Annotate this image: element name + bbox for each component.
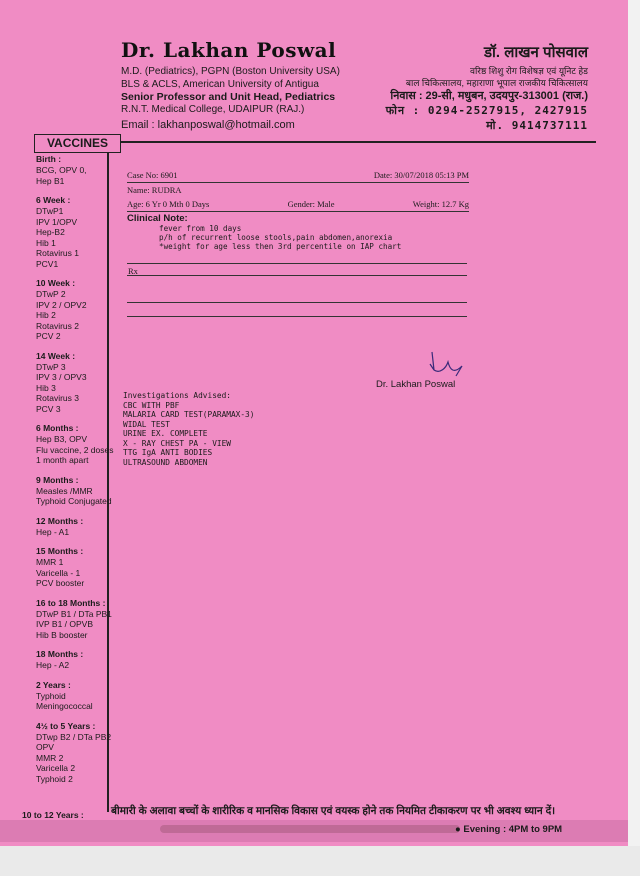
vaccine-group: [36, 351, 106, 415]
rx-divider: [127, 263, 467, 264]
vaccine-group: [36, 597, 112, 641]
vaccine-item: Flu vaccine, 2 doses: [36, 444, 114, 455]
case-row: [127, 183, 469, 197]
footer-hindi-note: बीमारी के अलावा बच्चों के शारीरिक व मानसिक विकास एवं वयस्क होने तक नियमित टीकाकरण पर भी अवश्य ध्यान दें।: [111, 805, 556, 817]
case-row: [127, 168, 469, 183]
vaccine-heading-last: 10 to 12 Years :: [22, 810, 84, 820]
vaccine-item: IPV 1/OPV: [36, 216, 78, 227]
vaccine-item: MMR 2: [36, 752, 64, 763]
rx-divider: [127, 316, 467, 317]
hindi-address: निवास : 29-सी, मधुबन, उदयपुर-313001 (राज.): [390, 90, 588, 102]
illegible-timing-text: [160, 825, 460, 833]
investigations: [123, 391, 254, 467]
evening-timing: ● Evening : 4PM to 9PM: [455, 824, 563, 835]
vaccines-title: VACCINES: [34, 134, 121, 153]
vaccine-group: [36, 516, 106, 538]
doctor-header: [121, 38, 361, 132]
vaccine-item: DTwp B2 / DTa PB2: [36, 731, 112, 742]
hindi-designation: वरिष्ठ शिशु रोग विशेषज्ञ एवं यूनिट हेड: [469, 66, 588, 76]
vaccine-item: IVP B1 / OPVB: [36, 619, 94, 629]
vaccine-group: [36, 474, 112, 507]
vaccine-item: Meningococcal: [36, 701, 93, 711]
vaccine-group: [36, 649, 106, 671]
hindi-doctor-name: डॉ. लाखन पोसवाल: [483, 44, 588, 61]
college-line: R.N.T. Medical College, UDAIPUR (RAJ.): [121, 103, 305, 115]
vaccine-group-heading: 10 Week :: [36, 278, 76, 288]
vaccine-item: DTwP1: [36, 206, 64, 216]
vaccine-item: PCV booster: [36, 578, 85, 588]
vaccine-item: IPV 3 / OPV3: [36, 372, 87, 382]
vaccine-group-heading: Birth :: [36, 154, 62, 164]
hindi-phone: फोन : 0294-2527915, 2427915: [385, 104, 588, 117]
investigation-item: X - RAY CHEST PA - VIEW: [123, 438, 231, 448]
investigation-item: ULTRASOUND ABDOMEN: [123, 457, 208, 467]
vaccine-group-heading: 12 Months :: [36, 515, 84, 526]
vaccine-item: PCV 3: [36, 403, 61, 414]
vaccine-item: Typhoid Conjugated: [36, 496, 112, 506]
vaccine-item: Varicella 2: [36, 763, 76, 773]
vaccine-item: Typhoid: [36, 690, 66, 701]
investigations-title: Investigations Advised:: [123, 391, 231, 400]
vaccine-item: Hep-B2: [36, 227, 65, 237]
vaccine-item: Hib 1: [36, 237, 56, 248]
vaccine-item: Typhoid 2: [36, 773, 73, 784]
rx-divider: [127, 302, 467, 303]
clinical-note: p/h of recurrent loose stools,pain abdomen,anorexia: [159, 233, 393, 242]
vaccine-item: Hib 2: [36, 310, 56, 320]
vaccine-group: [36, 278, 106, 342]
vaccine-group: [36, 154, 106, 186]
investigation-item: TTG IgA ANTI BODIES: [123, 448, 213, 457]
vaccine-item: Rotavirus 1: [36, 248, 79, 258]
vaccine-item: Hep B3, OPV: [36, 434, 88, 444]
vaccine-group-heading: 6 Week :: [36, 195, 71, 205]
designation-line: Senior Professor and Unit Head, Pediatrics: [121, 91, 336, 103]
case-row: [127, 197, 469, 212]
case-date: Date: 30/07/2018 05:13 PM: [373, 170, 469, 180]
investigation-item: URINE EX. COMPLETE: [123, 429, 208, 438]
investigation-item: CBC WITH PBF: [123, 400, 180, 410]
sidebar-divider: [107, 152, 109, 812]
vaccine-item: PCV1: [36, 258, 59, 269]
signature-name: Dr. Lakhan Poswal: [376, 379, 456, 390]
vaccine-item: Hep - A2: [36, 660, 70, 670]
vaccine-group: [36, 680, 106, 712]
vaccine-item: Rotavirus 3: [36, 393, 79, 403]
timing-bar: [0, 820, 628, 842]
clinical-note: fever from 10 days: [159, 224, 242, 233]
signature-image: [426, 350, 466, 380]
vaccine-group: [36, 546, 106, 589]
patient-name: Name: RUDRA: [127, 185, 182, 195]
qualification-line: M.D. (Pediatrics), PGPN (Boston University USA): [121, 66, 340, 77]
rx-divider: [127, 275, 467, 276]
vaccine-schedule: [36, 154, 114, 793]
vaccine-item: Rotavirus 2: [36, 320, 79, 331]
vaccine-item: Measles /MMR: [36, 485, 93, 496]
patient-age: Age: 6 Yr 0 Mth 0 Days: [127, 199, 210, 209]
vaccine-group-heading: 16 to 18 Months :: [36, 597, 106, 608]
vaccine-item: Hep - A1: [36, 526, 70, 537]
vaccine-item: DTwP B1 / DTa PB1: [36, 608, 112, 619]
vaccine-group: [36, 423, 114, 466]
vaccine-group: [36, 195, 106, 269]
patient-weight: Weight: 12.7 Kg: [412, 199, 469, 209]
case-number: Case No: 6901: [127, 170, 178, 180]
qualification-line: BLS & ACLS, American University of Antigua: [121, 78, 319, 90]
email-line: Email : lakhanposwal@hotmail.com: [121, 119, 295, 131]
vaccine-group-heading: 15 Months :: [36, 546, 84, 556]
case-details: [127, 168, 469, 251]
vaccine-item: Hib B booster: [36, 629, 88, 640]
vaccine-group-heading: 18 Months :: [36, 649, 84, 659]
hindi-header: [338, 42, 588, 133]
clinical-note-title: Clinical Note:: [127, 213, 188, 224]
vaccine-item: BCG, OPV 0,: [36, 165, 87, 175]
vaccine-item: 1 month apart: [36, 455, 89, 465]
vaccine-item: PCV 2: [36, 331, 61, 341]
rx-label: Rx: [128, 266, 138, 276]
vaccine-item: Hep B1: [36, 175, 65, 186]
page-edge: [628, 0, 640, 846]
hindi-mobile: मो. 9414737111: [486, 119, 588, 132]
patient-gender: Gender: Male: [287, 199, 335, 209]
vaccine-group-heading: 6 Months :: [36, 423, 79, 433]
investigation-item: MALARIA CARD TEST(PARAMAX-3): [123, 410, 255, 419]
scan-margin: [0, 846, 640, 876]
vaccine-item: DTwP 3: [36, 361, 66, 372]
vaccine-group-heading: 14 Week :: [36, 350, 76, 361]
vaccine-group-heading: 9 Months :: [36, 474, 79, 485]
vaccine-item: OPV: [36, 742, 54, 752]
vaccine-group-heading: 2 Years :: [36, 679, 71, 690]
clinical-note: *weight for age less then 3rd percentile on IAP chart: [159, 242, 402, 251]
vaccine-item: DTwP 2: [36, 289, 66, 299]
vaccine-item: Varicella - 1: [36, 567, 81, 578]
vaccine-item: IPV 2 / OPV2: [36, 299, 87, 310]
vaccine-group: [36, 720, 112, 785]
investigation-item: WIDAL TEST: [123, 419, 170, 429]
vaccine-group-heading: 4½ to 5 Years :: [36, 720, 96, 731]
doctor-name: Dr. Lakhan Poswal: [121, 38, 337, 62]
hindi-hospital: बाल चिकित्सालय, महाराणा भूपाल राजकीय चिकित्सालय: [405, 78, 588, 88]
vaccine-item: MMR 1: [36, 557, 64, 567]
vaccine-item: Hib 3: [36, 382, 56, 393]
